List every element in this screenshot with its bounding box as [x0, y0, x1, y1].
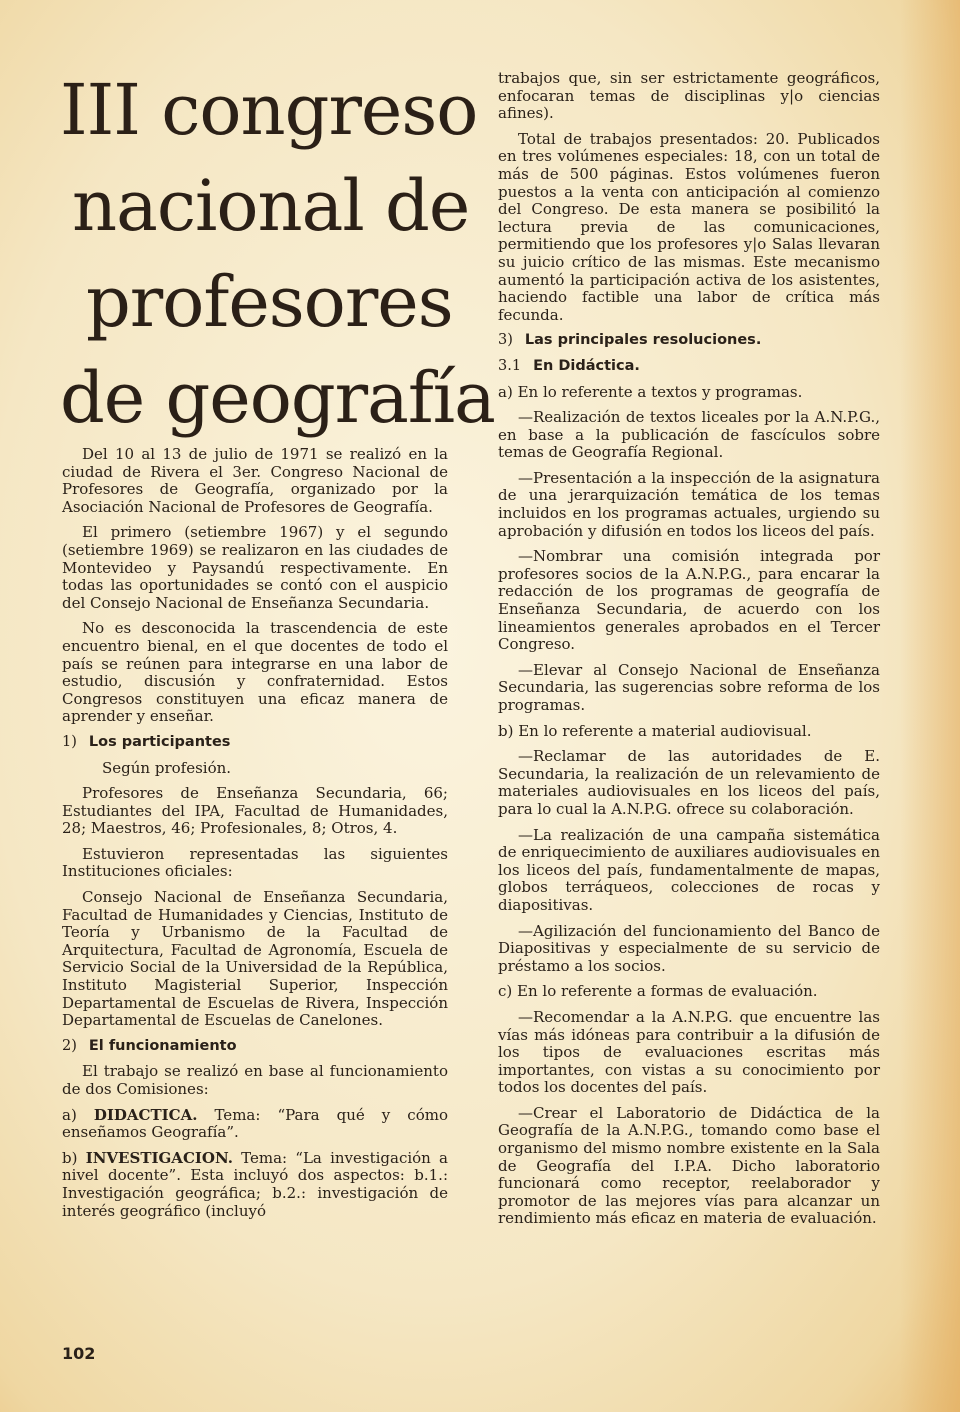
- section-title: Las principales resoluciones.: [524, 332, 762, 349]
- section-number: 2): [62, 1037, 77, 1054]
- paragraph: El primero (setiembre 1967) y el segundo (setiembre 1969) se realizaron en las ciudades de Montevideo y Paysandú respectivamente. En todas las oportunidades se contó con el auspicio del Consejo Nacional de Enseñanza Secundaria.: [62, 523, 448, 612]
- paragraph: Del 10 al 13 de julio de 1971 se realizó en la ciudad de Rivera el 3er. Congreso Nacional de Profesores de Geografía, organizado por la Asociación Nacional de Profesores de Geografía.: [62, 445, 448, 516]
- subsection-heading: [498, 358, 880, 376]
- section-number: 3.1: [498, 357, 522, 374]
- paragraph: Profesores de Enseñanza Secundaria, 66; Estudiantes del IPA, Facultad de Humanidades, 28; Maestros, 46; Profesionales, 8; Otros, 4.: [62, 784, 448, 838]
- paragraph: —Recomendar a la A.N.P.G. que encuentre las vías más idóneas para contribuir a la difusión de los tipos de evaluaciones escritas más importantes, con vistas a su conocimiento por todos los docentes del país.: [498, 1007, 880, 1097]
- item-bold: INVESTIGACION.: [85, 1148, 233, 1167]
- left-column: [62, 446, 448, 1228]
- paragraph: No es desconocida la trascendencia de este encuentro bienal, en el que docentes de todo el país se reúnen para integrarse en una labor de estudio, discusión y confraternidad. Estos Congresos constituyen una eficaz manera de aprender y enseñar.: [62, 619, 448, 726]
- right-column: [498, 70, 880, 1236]
- item-label: a): [62, 1105, 77, 1124]
- title-line: de geografía: [60, 357, 495, 439]
- paragraph: —Elevar al Consejo Nacional de Enseñanza Secundaria, las sugerencias sobre reforma de los programas.: [498, 660, 880, 714]
- section-heading: [498, 332, 880, 350]
- item-text: Tema: “Para qué y cómo enseñamos Geografía”.: [62, 1105, 448, 1142]
- paragraph: —Reclamar de las autoridades de E. Secundaria, la realización de un relevamiento de materiales audiovisuales en los liceos del país, para lo cual la A.N.P.G. ofrece su colaboración.: [498, 747, 880, 818]
- item-bold: DIDACTICA.: [93, 1105, 198, 1124]
- paragraph: Total de trabajos presentados: 20. Publicados en tres volúmenes especiales: 18, con un total de más de 500 páginas. Estos volúmenes fueron puestos a la venta con anticipación al comienzo del Congreso. De esta manera se posibilitó la lectura previa de las comunicaciones, permitiendo que los profesores y|o Salas llevaran su juicio crítico de las mismas. Este mecanismo aumentó la participación activa de los asistentes, haciendo factible una labor de crítica más fecunda.: [498, 129, 880, 324]
- list-item: [62, 1150, 448, 1220]
- list-item: a) En lo referente a textos y programas.: [498, 382, 803, 401]
- section-number: 3): [498, 332, 513, 349]
- paragraph: trabajos que, sin ser estrictamente geográficos, enfocaran temas de disciplinas y|o ciencias afines).: [498, 69, 880, 123]
- list-item: b) En lo referente a material audiovisual.: [498, 721, 812, 740]
- section-title: En Didáctica.: [533, 357, 640, 374]
- paragraph: —Crear el Laboratorio de Didáctica de la Geografía de la A.N.P.G., tomando como base el organismo del mismo nombre existente en la Sala de Geografía del I.P.A. Dicho laboratorio funcionará como receptor, reelaborador y promotor de las mejores vías para alcanzar un rendimiento más eficaz en materia de evaluación.: [498, 1103, 880, 1228]
- page-edge-shading: [900, 0, 960, 1412]
- section-title: El funcionamiento: [88, 1037, 237, 1054]
- title-line: nacional de: [72, 165, 470, 247]
- paragraph: Según profesión.: [102, 758, 232, 777]
- title-line: profesores: [86, 261, 453, 343]
- list-item: c) En lo referente a formas de evaluación.: [498, 982, 818, 1001]
- paragraph: —La realización de una campaña sistemática de enriquecimiento de auxiliares audiovisuales en los liceos del país, fundamentalmente de mapas, globos terráqueos, colecciones de rocas y diapositivas.: [498, 825, 880, 914]
- page-number: 102: [62, 1344, 96, 1363]
- title-line: III congreso: [60, 69, 478, 151]
- section-heading: [62, 734, 448, 752]
- paragraph: —Nombrar una comisión integrada por profesores socios de la A.N.P.G., para encarar la redacción de los programas de geografía de Enseñanza Secundaria, de acuerdo con los lineamientos generales aprobados en el Tercer Congreso.: [498, 547, 880, 654]
- paragraph: —Agilización del funcionamiento del Banco de Diapositivas y especialmente de su servicio de préstamo a los socios.: [498, 921, 880, 975]
- section-heading: [62, 1038, 448, 1056]
- list-item: [62, 1107, 448, 1142]
- paragraph: Consejo Nacional de Enseñanza Secundaria, Facultad de Humanidades y Ciencias, Instituto de Teoría y Urbanismo de la Facultad de Arquitectura, Facultad de Agronomía, Escuela de Servicio Social de la Universidad de la República, Instituto Magisterial Superior, Inspección Departamental de Escuelas de Rivera, Inspección Departamental de Escuelas de Canelones.: [62, 888, 448, 1030]
- item-text: Tema: “La investigación a nivel docente”. Esta incluyó dos aspectos: b.1.: Investigación geográfica; b.2.: investigación de interés geográfico (incluyó: [62, 1148, 448, 1220]
- paragraph: El trabajo se realizó en base al funcionamiento de dos Comisiones:: [62, 1062, 448, 1098]
- paragraph: —Presentación a la inspección de la asignatura de una jerarquización temática de los temas incluidos en los programas actuales, urgiendo su aprobación y difusión en todos los liceos del país.: [498, 468, 880, 540]
- item-label: b): [62, 1148, 78, 1167]
- article-title: [60, 62, 495, 446]
- section-title: Los participantes: [88, 733, 231, 750]
- paragraph: —Realización de textos liceales por la A.N.P.G., en base a la publicación de fascículos sobre temas de Geografía Regional.: [498, 408, 880, 462]
- paragraph: Estuvieron representadas las siguientes Instituciones oficiales:: [62, 844, 448, 881]
- section-number: 1): [62, 733, 77, 750]
